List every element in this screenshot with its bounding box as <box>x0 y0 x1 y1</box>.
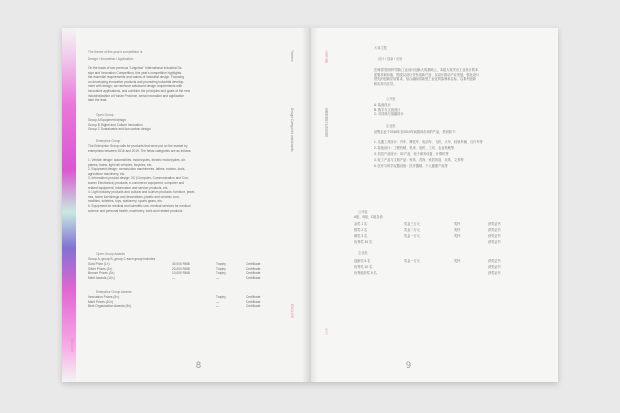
theme-line: Design / Innovation / Application <box>88 57 134 61</box>
category-line: planes, trains, light rail vehicles, bicycles, etc. <box>88 162 153 167</box>
enterprise-group-title: 企业组 <box>386 124 396 128</box>
paragraph-line: 和应用为先导。 <box>374 81 397 86</box>
book-gutter <box>302 28 318 382</box>
enterprise-group-title: Enterprise Group <box>96 139 121 143</box>
category-line: 4. 轻工产品与文旅产品：家具、首饰、家居用品、玩具、文具等 <box>374 158 464 162</box>
category-line: 3. 信息产品设计：3C产品、电子商务设备、计算机等 <box>374 152 449 156</box>
award-prize: 奖金一万元 <box>404 234 420 238</box>
award-name: Silver Prizes (2×) <box>88 266 113 271</box>
category-line: sumer Electronics) products, e-commerce equipment, computer and <box>88 181 185 185</box>
open-group-title: 公开组 <box>386 97 396 101</box>
paragraph-line: innovative applications, and combine the principles and goals of the new <box>88 89 191 93</box>
vertical-subtitle: 赛题设置与奖项设置 <box>324 108 328 137</box>
category-line: 1. Vehicle design: automobiles, motorcycles, electric motorcycles, air- <box>88 158 186 162</box>
award-certificate: 获奖证书 <box>488 234 501 238</box>
award-certificate: 获奖证书 <box>488 228 501 232</box>
award-certificate: Certificate <box>246 304 261 309</box>
award-trophy: Trophy <box>216 295 226 299</box>
award-name: Innovation Prizes (5×) <box>88 295 120 299</box>
category-line: ries, home furnishings and decorations, plastic and ceramic com- <box>88 194 180 199</box>
award-prize: 奖金一万元 <box>404 259 420 263</box>
category-line: 5. Equipment for medical and scientific use: medical services for medical <box>88 204 191 208</box>
category-line: modities, toiletries, toys, stationery, sports gears, etc. <box>88 199 163 204</box>
award-trophy: Trophy <box>216 271 226 276</box>
award-certificate: Certificate <box>246 295 261 299</box>
enterprise-awards-title: 企业组 <box>358 251 368 255</box>
award-prize: 30,000 RMB <box>172 262 190 266</box>
paragraph-line: take the lead. <box>88 98 108 103</box>
paragraph-line: 在两届“陵州杯”国际工业设计创新大赛基础上，本届大赛突出工业设计的本 <box>374 68 479 72</box>
vertical-title: Themes <box>290 50 294 62</box>
category-line: 4. Light industry products and cultural and tourism products: furniture, jewel- <box>88 190 196 195</box>
category-line: related equipment, information and service products, etc. <box>88 185 169 190</box>
vertical-title: 大赛主题 <box>324 50 328 63</box>
award-trophy: Trophy <box>216 262 226 266</box>
award-certificate: Certificate <box>246 299 261 304</box>
category-line: 3. Information product design: 3C (Computer, Communication and Con- <box>88 176 189 181</box>
section-title: 大赛主题 <box>374 46 387 50</box>
vertical-footer: 中文 <box>324 328 328 335</box>
enterprise-group-line: enterprises between 2016 and 2019. The fields categories are as follows: <box>88 148 192 153</box>
left-margin-label: ENGLISH <box>70 338 74 352</box>
award-name: Best Organization Awards (5×) <box>88 304 132 309</box>
open-awards-title: Open Group Awards <box>96 252 125 256</box>
magenta-bleed-image <box>62 28 76 382</box>
enterprise-awards-table <box>354 258 544 276</box>
open-group-item: B. 数字与文创设计 <box>374 107 401 112</box>
award-certificate: 获奖证书 <box>488 259 501 263</box>
award-name: 创新奖 5 名 <box>354 259 371 263</box>
open-awards-table <box>354 221 544 245</box>
award-certificate: Certificate <box>246 262 261 266</box>
award-prize: 奖金二万元 <box>404 228 420 232</box>
paragraph-line: 质要求和价值，围绕以设计开发创新产品、以设计推动产业发展，强化设计 <box>374 72 480 77</box>
paragraph-line: sign and Innovation Competition, this year's competition highlights <box>88 70 182 75</box>
paragraph-line: On the basis of two previous "Lingzhou" International Industrial De- <box>88 66 183 70</box>
award-name: 银奖 2 名 <box>354 228 368 232</box>
award-name: Gold Prize (1×) <box>88 262 110 266</box>
open-group-title: Open Group <box>96 113 114 117</box>
award-trophy: 奖杯 <box>454 234 461 238</box>
page-number: 8 <box>196 360 202 370</box>
enterprise-awards-title: Enterprise Group Awards <box>96 290 132 294</box>
open-awards-subtitle: A组、B组、C组各设 <box>354 215 383 219</box>
award-prize: 20,000 RMB <box>172 266 190 271</box>
intro-line: The theme of this year's competition is <box>88 50 143 54</box>
award-name: Merit Awards (10×) <box>88 275 115 280</box>
paragraph-line: ment with design, we reinforce advanced design requirements with <box>88 84 183 89</box>
vertical-subtitle: Design Categories and Awards <box>290 108 294 152</box>
open-awards-title: 公开组 <box>358 210 368 214</box>
category-line: agriculture machinery, etc. <box>88 171 126 176</box>
vertical-footer: ENGLISH <box>290 304 294 318</box>
left-page <box>62 28 310 382</box>
award-prize: — <box>172 275 176 280</box>
award-trophy: Trophy <box>216 266 226 271</box>
open-group-item: A. 装备设计 <box>374 103 391 107</box>
award-prize: 奖金三万元 <box>404 222 420 226</box>
category-line: 1. 交通工具设计：汽车、摩托车、电动车、飞机、火车、轻轨车辆、自行车等 <box>374 140 483 144</box>
award-name: Bronze Prizes (3×) <box>88 271 115 276</box>
paragraph-line: on developing innovative products and promoting industrial develop- <box>88 79 185 84</box>
award-certificate: Certificate <box>246 271 261 276</box>
award-name: 优秀组织奖 5 名 <box>354 271 377 275</box>
award-trophy: — <box>216 304 220 309</box>
award-certificate: Certificate <box>246 275 261 280</box>
award-certificate: 获奖证书 <box>488 265 501 269</box>
award-trophy: — <box>216 299 220 304</box>
page-number: 9 <box>406 360 412 370</box>
category-line: 5. 医疗与科学仪器设备：医疗器械、个人健康产品等 <box>374 164 448 168</box>
award-certificate: 获奖证书 <box>488 240 501 244</box>
award-trophy: — <box>216 275 220 280</box>
right-page <box>310 28 558 382</box>
open-awards-table <box>88 262 278 282</box>
award-prize: 10,000 RMB <box>172 271 190 276</box>
enterprise-group-line: The Enterprise Group calls for products that were put on the market by <box>88 144 188 148</box>
open-group-item: C. 可持续与低碳设计 <box>374 112 404 117</box>
award-trophy: 奖杯 <box>454 228 461 232</box>
paragraph-line: industrialization of Hunan Province, serial innovation and application <box>88 93 185 98</box>
award-certificate: Certificate <box>246 266 261 271</box>
award-name: 优秀奖 10 名 <box>354 265 373 269</box>
open-group-item: Group B Digital and Culture Innovation <box>88 122 143 127</box>
enterprise-group-line: 征集企业于2016年至2019年间推向市场的产品，类别如下： <box>374 130 459 134</box>
award-trophy: 奖杯 <box>454 222 461 226</box>
category-line: 2. 装备设计：工程机械、机床、电机、工具、农业机械等 <box>374 146 455 150</box>
award-name: 优秀奖 10 名 <box>354 240 373 244</box>
award-name: 金奖 1 名 <box>354 222 368 226</box>
award-name: 铜奖 3 名 <box>354 234 368 238</box>
paragraph-line: the essential requirements and values of industrial design. Focusing <box>88 75 184 80</box>
category-line: science and personal health, machinery, tools and related products <box>88 208 183 213</box>
award-name: Merit Prizes (10×) <box>88 299 114 304</box>
enterprise-awards-table <box>88 295 278 311</box>
theme-line: 设计 / 创新 / 应用 <box>378 57 403 61</box>
award-certificate: 获奖证书 <box>488 271 501 275</box>
open-awards-subtitle: Group A, group B, group C each group includes <box>88 257 156 261</box>
paragraph-line: 领先的创新应用要求，结合湖南省新型工业化的原则和目标，以系列创新 <box>374 77 476 82</box>
award-certificate: 获奖证书 <box>488 222 501 226</box>
book-spread <box>62 28 558 382</box>
open-group-item: Group C Sustainable and low-carbon design <box>88 127 151 132</box>
open-group-item: Group A Equipment design <box>88 118 126 122</box>
award-trophy: 奖杯 <box>454 259 461 263</box>
category-line: 2. Equipment design: construction machineries, lathes, motors, tools, <box>88 167 186 172</box>
